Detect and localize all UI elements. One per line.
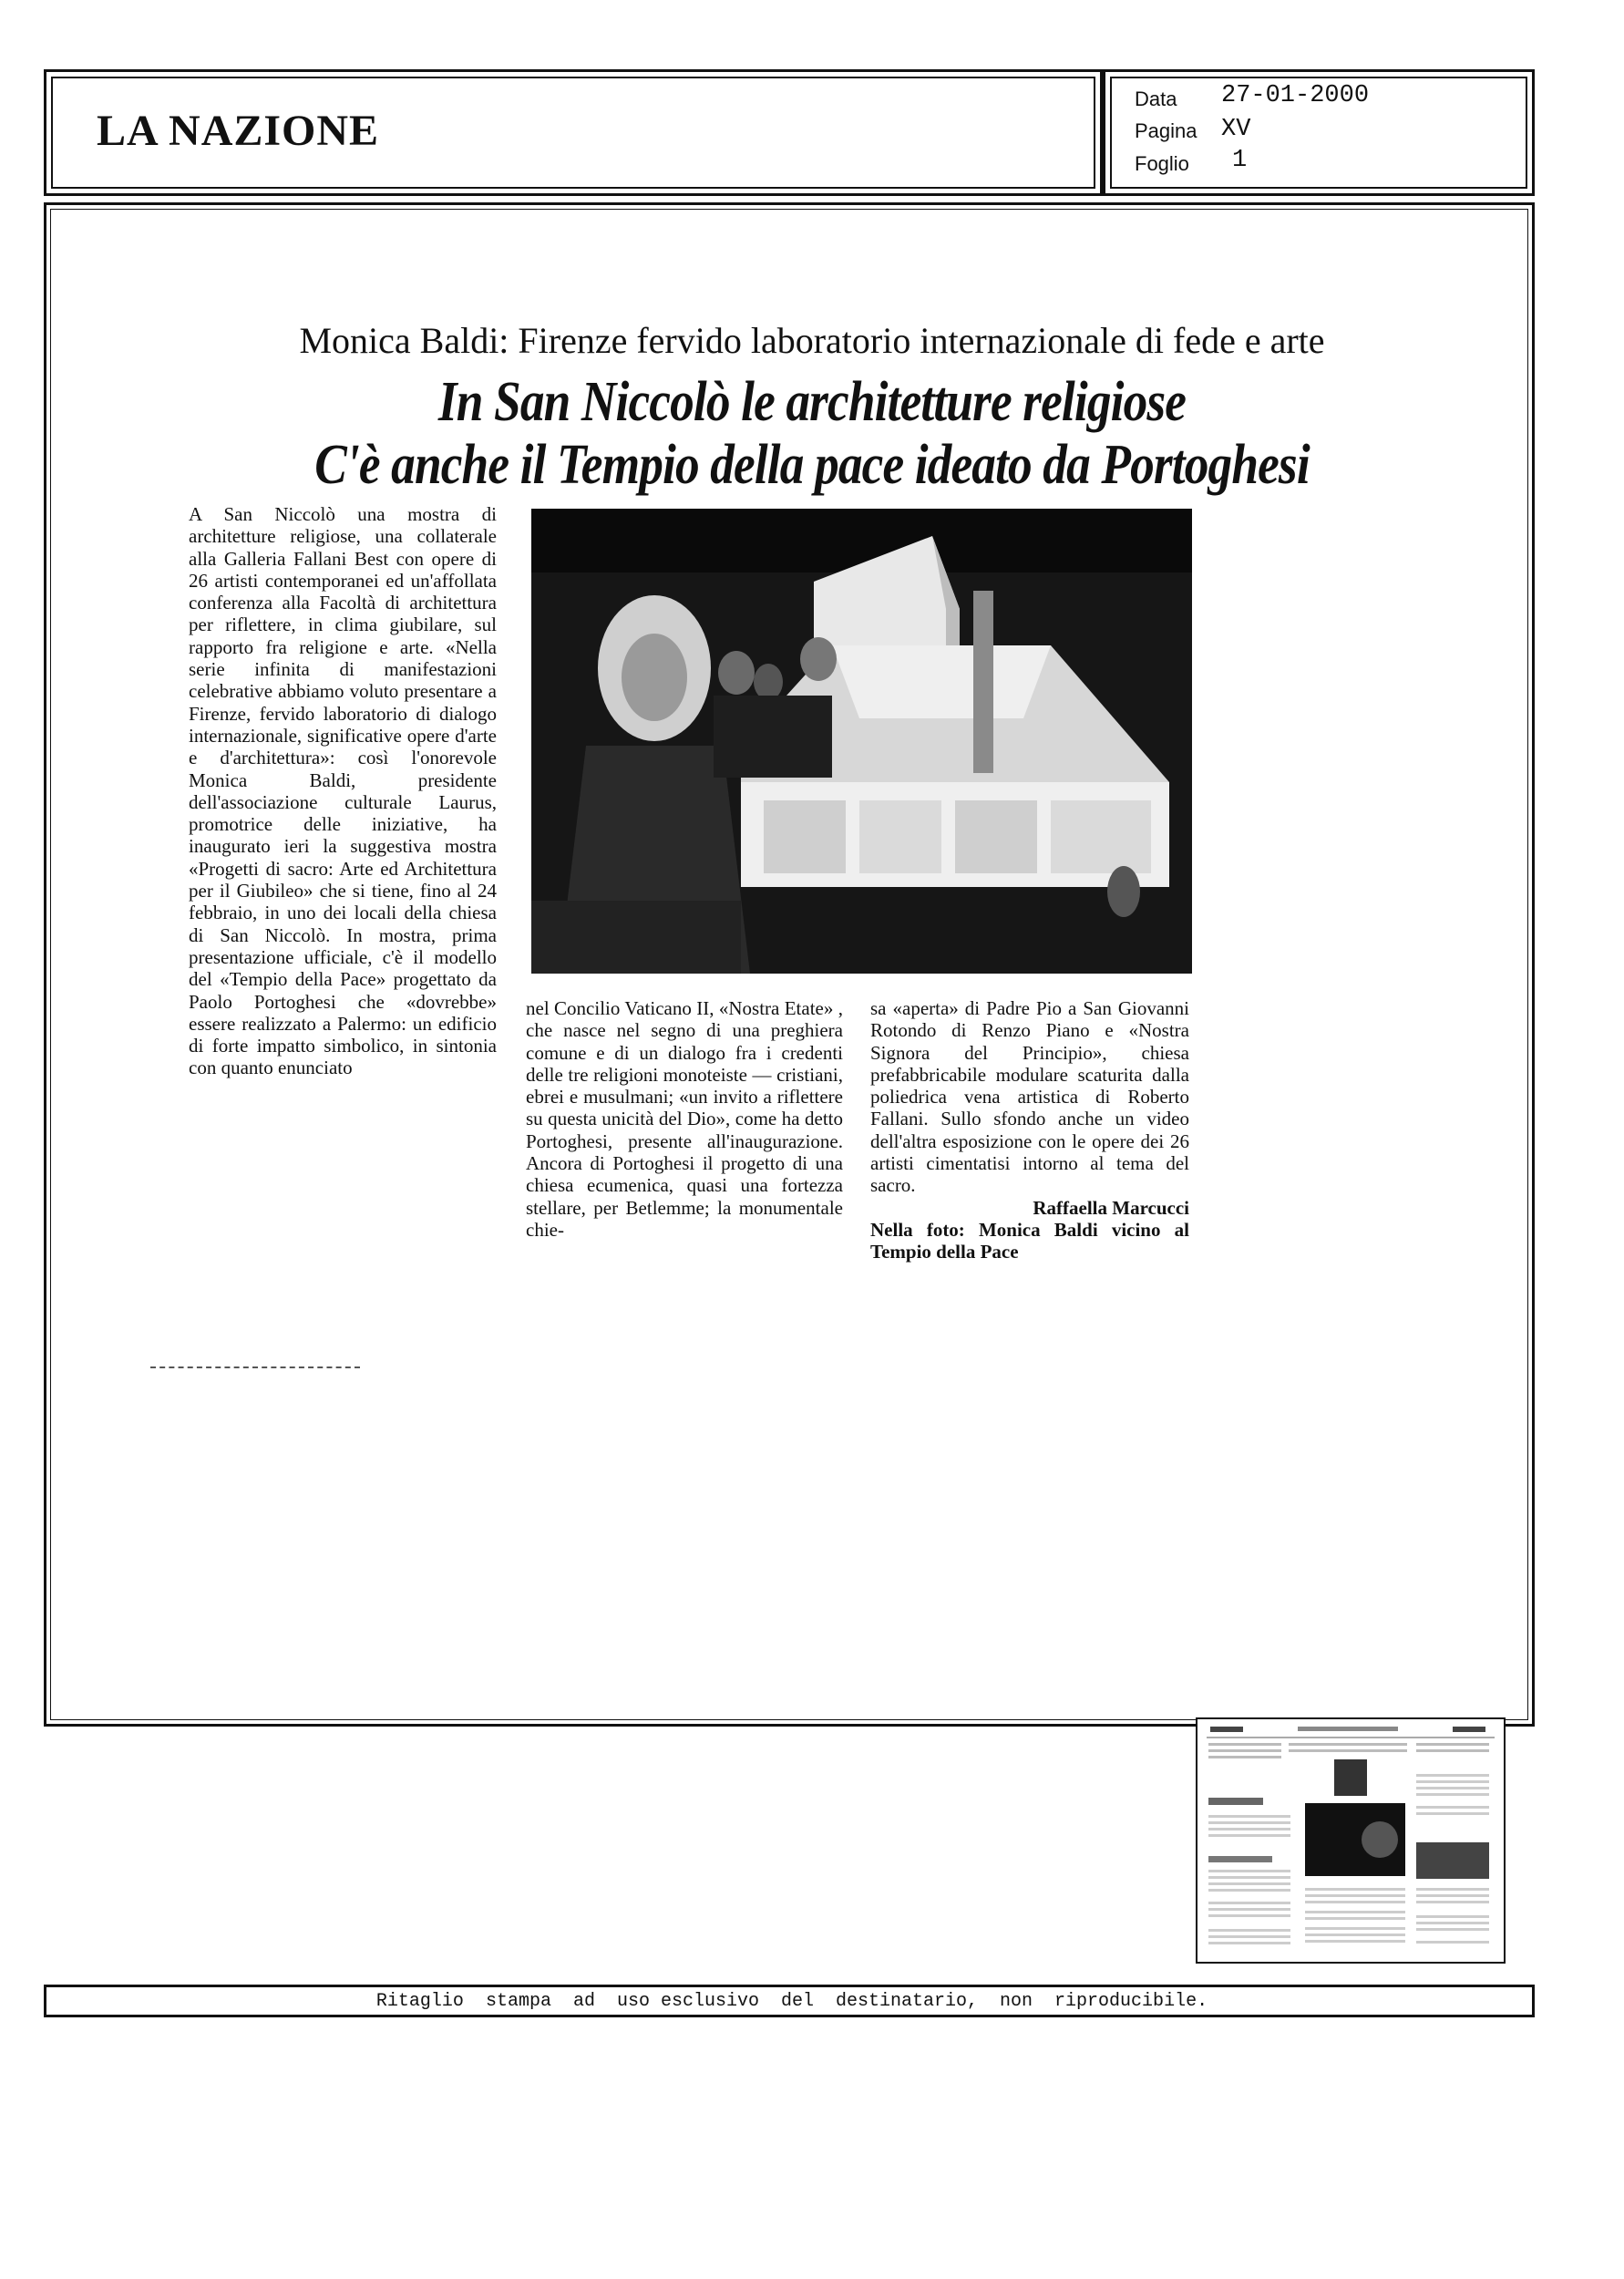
footer-disclaimer: Ritaglio stampa ad uso esclusivo del destinatario, non riproducibile.	[375, 1991, 1208, 2012]
photo-image	[531, 509, 1192, 974]
newspaper-page-thumbnail-image	[1197, 1719, 1504, 1962]
article-column-1: A San Niccolò una mostra di architetture religiose, una collaterale alla Galleria Fallani Best con opere di 26 artisti contemporanei ed un'affollata conferenza alla Facoltà di architettura per riflettere, in clima giubilare, sul rapporto fra religione e arte. «Nella serie infinita di manifestazioni celebrative abbiamo voluto presentare a Firenze, fervido laboratorio di dialogo internazionale, significative opere d'arte e d'architettura»: così l'onorevole Monica Baldi, presidente dell'associazione culturale Laurus, promotrice delle iniziative, ha inaugurato ieri la suggestiva mostra «Progetti di sacro: Arte ed Architettura per il Giubileo» che si tiene, fino al 24 febbraio, in uno dei locali della chiesa di San Niccolò. In mostra, prima presentazione ufficiale, c'è il modello del «Tempio della Pace» progettato da Paolo Portoghesi che «dovrebbe» essere realizzato a Palermo: un edificio di forte impatto simbolico, in sintonia con quanto enunciato	[189, 503, 497, 1079]
photo-caption: Nella foto: Monica Baldi vicino al Tempio della Pace	[870, 1218, 1189, 1263]
data-value: 27-01-2000	[1221, 82, 1370, 109]
footer-box	[44, 1985, 1535, 2017]
article-signature: Raffaella Marcucci	[1033, 1196, 1189, 1219]
pagina-value: XV	[1221, 116, 1251, 143]
foglio-row	[1135, 147, 1248, 176]
pagina-row	[1135, 116, 1251, 143]
divider	[150, 1366, 360, 1368]
article-column-2: nel Concilio Vaticano II, «Nostra Etate» , che nasce nel segno di una preghiera comune e di un dialogo fra i credenti delle tre religioni monoteiste — cristiani, ebrei e musulmani; «un invito a riflettere su questa unicità del Dio», come ha detto Portoghesi, presente all'inaugurazione. Ancora di Portoghesi il progetto di una chiesa ecumenica, quasi una fortezza stellare, per Betlemme; la monumentale chie-	[526, 997, 843, 1241]
article-photo	[531, 509, 1192, 974]
article-title-line1: In San Niccolò le architetture religiose	[437, 371, 1187, 433]
article-column-3	[870, 997, 1189, 1263]
data-row	[1135, 82, 1370, 111]
meta-box	[1103, 69, 1535, 196]
article-column-3-text: sa «aperta» di Padre Pio a San Giovanni Rotondo di Renzo Piano e «Nostra Signora del Principio», chiesa prefabbricabile modulare scaturita dalla poliedrica vena artistica di Roberto Fallani. Sullo sfondo anche un video dell'altra esposizione con le opere dei 26 artisti cimentatisi intorno al tema del sacro.	[870, 997, 1189, 1197]
data-label: Data	[1135, 88, 1177, 110]
pagina-label: Pagina	[1135, 119, 1197, 142]
article-kicker: Monica Baldi: Firenze fervido laboratorio internazionale di fede e arte	[299, 320, 1325, 361]
page-thumbnail	[1196, 1717, 1506, 1964]
meta-inner-border	[1110, 77, 1527, 189]
foglio-label: Foglio	[1135, 152, 1189, 175]
masthead-box	[44, 69, 1103, 196]
foglio-value: 1	[1232, 147, 1248, 174]
article-title-line2: C'è anche il Tempio della pace ideato da Portoghesi	[314, 434, 1310, 496]
masthead-inner-border	[51, 77, 1095, 189]
masthead: LA NAZIONE	[97, 107, 380, 155]
